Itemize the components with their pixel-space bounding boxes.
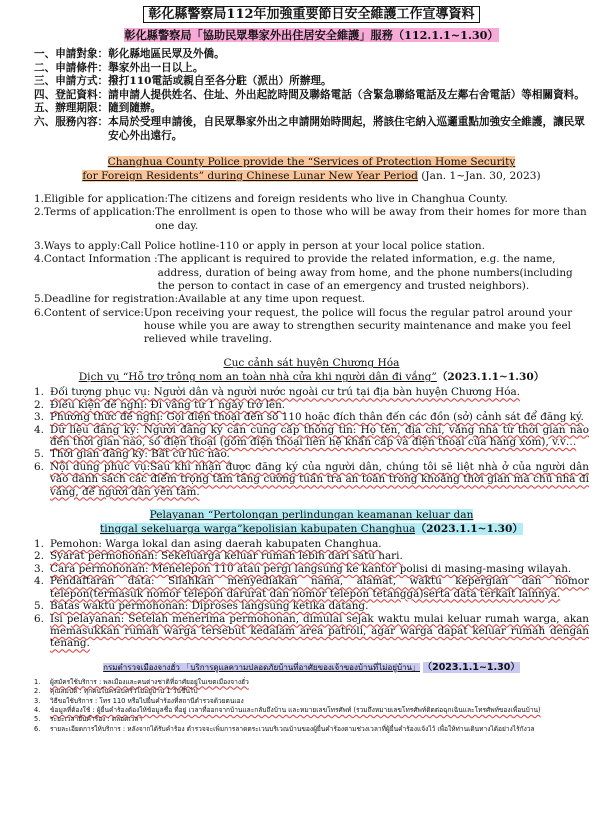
vietnamese-heading-date: （2023.1.1~1.30） xyxy=(436,371,545,384)
list-item xyxy=(34,206,589,233)
item-label: Deadline for registration: xyxy=(43,293,179,306)
list-item xyxy=(34,293,589,306)
list-item xyxy=(34,448,589,460)
list-item xyxy=(34,424,589,449)
item-number: 4. xyxy=(34,705,41,714)
thai-heading xyxy=(34,662,589,674)
item-number: 五、 xyxy=(34,102,56,115)
item-number: 3. xyxy=(34,562,44,575)
item-label: 服務內容： xyxy=(55,115,109,128)
item-number: 6. xyxy=(34,460,44,473)
list-item xyxy=(34,706,589,715)
item-text: Pendaftaran data: Silahkan menyediakan nama, alamat, waktu kepergian dan nomor telepon(termasuk nomor telepon darurat dan nomor telepon tetangga)serta data terkait lainnya. xyxy=(50,575,589,600)
chinese-item-list xyxy=(34,48,589,143)
item-text: Thời gian đăng ký: Bất cứ lúc nào. xyxy=(50,448,230,461)
english-item-list xyxy=(34,193,589,346)
item-text: คุณสมบัติ : ทุกคนในครอบครัวไม่อยู่บ้าน 1 วันขึ้นไป xyxy=(50,687,198,696)
item-text: 彰化縣地區民眾及外僑。 xyxy=(108,48,225,60)
item-number: 2. xyxy=(34,398,44,411)
english-heading-date: (Jan. 1~Jan. 30, 2023) xyxy=(417,170,541,183)
item-label: Eligible for application: xyxy=(43,193,169,206)
thai-item-list xyxy=(34,678,589,734)
list-item xyxy=(34,563,589,575)
list-item xyxy=(34,399,589,411)
item-label: Contact Information : xyxy=(43,253,158,266)
item-number: 4. xyxy=(34,423,44,436)
item-label: Terms of application: xyxy=(43,206,156,219)
item-number: 3. xyxy=(34,240,44,253)
english-heading xyxy=(34,155,589,183)
list-item xyxy=(34,550,589,562)
item-label: Ways to apply: xyxy=(43,240,121,253)
item-text: The enrollment is open to those who will be away from their homes for more than one day. xyxy=(155,206,587,232)
item-text: 請申請人提供姓名、住址、外出起訖時間及聯絡電話（含緊急聯絡電話及左鄰右舍電話）等相關資料。 xyxy=(108,88,585,101)
list-item xyxy=(34,193,589,206)
list-item xyxy=(34,600,589,612)
list-item xyxy=(34,253,589,293)
item-number: 6. xyxy=(34,306,44,319)
item-text: Upon receiving your request, the police will focus the regular patrol around your house while you are away to strengthen security maintenance and make you feel relieved while traveling. xyxy=(143,306,573,346)
page-title xyxy=(34,6,589,24)
item-number: 5. xyxy=(34,715,41,724)
item-text: 本局於受理申請後，自民眾舉家外出之申請開始時間起，將該住宅納入巡邏重點加強安全維護，讓民眾安心外出遠行。 xyxy=(108,115,585,142)
list-item xyxy=(34,48,589,62)
item-number: 2. xyxy=(34,206,44,219)
item-number: 5. xyxy=(34,293,44,306)
item-text: Điều kiện đề nghị: Đi vắng từ 1 ngày trở lên. xyxy=(50,398,286,411)
list-item xyxy=(34,307,589,347)
item-text: วิธีขอใช้บริการ : โทร 110 หรือไปยื่นคำร้องที่สถานีตำรวจด้วยตนเอง xyxy=(50,696,244,705)
item-number: 一、 xyxy=(34,48,56,60)
list-item xyxy=(34,89,589,103)
item-label: 登記資料： xyxy=(55,88,109,101)
item-text: Đối tượng phục vụ: Người dân và người nước ngoài cư trú tại địa bàn huyện Chương Hóa. xyxy=(50,386,520,399)
list-item xyxy=(34,687,589,696)
item-number: 二、 xyxy=(34,61,56,74)
list-item xyxy=(34,725,589,734)
vietnamese-heading-line-2: Dịch vụ “Hỗ trợ trông nom an toàn nhà cửa khi người dân đi vắng” xyxy=(78,371,437,384)
item-text: Batas waktu permohonan: Diproses langsung ketika datang. xyxy=(50,600,369,613)
item-text: Pemohon: Warga lokal dan asing daerah kabupaten Changhua. xyxy=(50,538,382,551)
item-text: 舉家外出一日以上。 xyxy=(108,61,204,74)
item-label: 申請對象： xyxy=(55,48,109,60)
vietnamese-heading xyxy=(34,356,589,384)
list-item xyxy=(34,240,589,253)
page-title-text: 彰化縣警察局112年加強重要節日安全維護工作宣導資料 xyxy=(143,6,479,23)
item-number: 6. xyxy=(34,724,41,733)
list-item xyxy=(34,75,589,89)
item-text: Call Police hotline-110 or apply in person at your local police station. xyxy=(120,240,485,253)
item-text: 隨到隨辦。 xyxy=(108,102,162,115)
item-text: Isi pelayanan: Setelah menerima permohonan, dimulai sejak waktu mulai keluar rumah warga, akan memasukkan rumah warga tersebut kedalam area patroli, agar warga dapat keluar rumah dengan tenang. xyxy=(50,612,589,650)
item-text: Nội dung phục vụ:Sau khi nhận được đăng ký của người dân, chúng tôi sẽ liệt nhà ở của người dân vào danh sách các điểm trọng tâm tăng cường tuần tra an toàn trong khoảng thời gian mà chủ nhà đi vắng, để người dân yên tâm. xyxy=(50,460,589,498)
item-number: 1. xyxy=(34,677,41,686)
list-item xyxy=(34,697,589,706)
item-number: 4. xyxy=(34,575,44,588)
item-text: Phương thức đề nghị: Gọi điện thoại đến số 110 hoặc đích thân đến các đồn (sở) cảnh sát để đăng ký. xyxy=(50,411,584,424)
item-number: 3. xyxy=(34,696,41,705)
list-item xyxy=(34,116,589,143)
thai-heading-text: กรมตำรวจเมืองจางฮั่ว 「บริการดูแลความปลอดภัยบ้านที่อาศัยของเจ้าของบ้านที่ไม่อยู่บ้าน」 xyxy=(103,662,421,672)
item-text: รายละเอียดการให้บริการ : หลังจากได้รับคำร้อง ตำรวจจะเพิ่มการลาดตระเวนบริเวณบ้านของผู้ยื่นคำร้องตามช่วงเวลาที่ผู้ยื่นคำร้องแจ้งไว้ เพื่อให้ท่านเดินทางได้อย่างไร้กังวล xyxy=(50,724,535,733)
list-item xyxy=(34,411,589,423)
item-number: 2. xyxy=(34,550,44,563)
english-heading-line-2: for Foreign Residents” during Chinese Lunar New Year Period xyxy=(82,170,418,183)
thai-heading-date: （2023.1.1~1.30） xyxy=(422,661,520,673)
item-number: 4. xyxy=(34,253,44,266)
item-number: 四、 xyxy=(34,88,56,101)
item-text: Syarat permohonan: Sekeluarga keluar rumah lebih dari satu hari. xyxy=(50,550,403,563)
chinese-subtitle xyxy=(34,27,589,44)
indonesian-heading-date: （2023.1.1~1.30） xyxy=(415,523,523,536)
item-text: ระยะเวลายื่นคำร้อง : ตลอดเวลา xyxy=(50,715,143,724)
item-number: 六、 xyxy=(34,115,56,128)
item-label: Content of service: xyxy=(43,306,144,319)
item-number: 1. xyxy=(34,193,44,206)
indonesian-item-list xyxy=(34,538,589,650)
item-text: Cara permohonan: Menelepon 110 atau pergi langsung ke kantor polisi di masing-masing wilayah. xyxy=(50,562,572,575)
list-item xyxy=(34,613,589,650)
item-label: 申請條件： xyxy=(55,61,109,74)
item-number: 5. xyxy=(34,448,44,461)
item-number: 3. xyxy=(34,411,44,424)
item-text: Dữ liệu đăng ký: Người đăng ký cần cung cấp thông tin: Họ tên, địa chỉ, vắng nhà từ thời gian nào đến thời gian nào, số điện thoại (gồm điện thoại liên hệ khẩn cấp và điện thoại của hàng xóm), v.v… xyxy=(50,423,589,449)
item-label: 申請方式： xyxy=(55,75,109,88)
vietnamese-heading-line-1: Cục cảnh sát huyện Chương Hóa xyxy=(223,357,400,370)
list-item xyxy=(34,386,589,398)
chinese-subtitle-text: 彰化縣警察局「協助民眾舉家外出住居安全維護」服務（112.1.1~1.30） xyxy=(124,28,499,42)
item-label: 辦理期限： xyxy=(55,102,109,115)
item-text: 撥打110電話或親自至各分駐（派出）所辦理。 xyxy=(108,75,332,88)
item-text: The citizens and foreign residents who live in Changhua County. xyxy=(168,193,508,206)
list-item xyxy=(34,715,589,724)
item-number: 6. xyxy=(34,612,44,625)
item-text: ข้อมูลที่ต้องใช้ : ผู้ยื่นคำร้องต้องให้ข้อมูลชื่อ ที่อยู่ เวลาที่ออกจากบ้านและกลับถึงบ้าน และหมายเลขโทรศัพท์ (รวมถึงหมายเลขโทรศัพท์ติดต่อฉุกเฉินและโทรศัพท์ของเพื่อนบ้าน) xyxy=(50,705,541,714)
item-number: 1. xyxy=(34,538,44,551)
list-item xyxy=(34,461,589,498)
item-number: 5. xyxy=(34,600,44,613)
list-item xyxy=(34,62,589,76)
list-item xyxy=(34,538,589,550)
item-number: 2. xyxy=(34,687,41,696)
item-number: 1. xyxy=(34,386,44,399)
english-heading-line-1: Changhua County Police provide the “Services of Protection Home Security xyxy=(107,156,516,169)
item-text: ผู้สมัครใช้บริการ : พลเมืองและคนต่างชาติที่อาศัยอยู่ในเขตเมืองจางฮั่ว xyxy=(50,677,249,686)
indonesian-heading xyxy=(34,508,589,536)
indonesian-heading-line-2: tinggal sekeluarga warga”kepolisian kabupaten Changhua xyxy=(100,523,416,536)
list-item xyxy=(34,575,589,600)
item-text: The applicant is required to provide the related information, e.g. the name, address, duration of being away from home, and the phone numbers(including the person to contact in case of an emergency and trusted neighbors). xyxy=(157,253,573,292)
item-text: Available at any time upon request. xyxy=(178,293,366,306)
item-number: 三、 xyxy=(34,75,56,88)
vietnamese-item-list xyxy=(34,386,589,498)
list-item xyxy=(34,102,589,116)
indonesian-heading-line-1: Pelayanan “Pertolongan perlindungan keamanan keluar dan xyxy=(149,509,474,522)
list-item xyxy=(34,678,589,687)
